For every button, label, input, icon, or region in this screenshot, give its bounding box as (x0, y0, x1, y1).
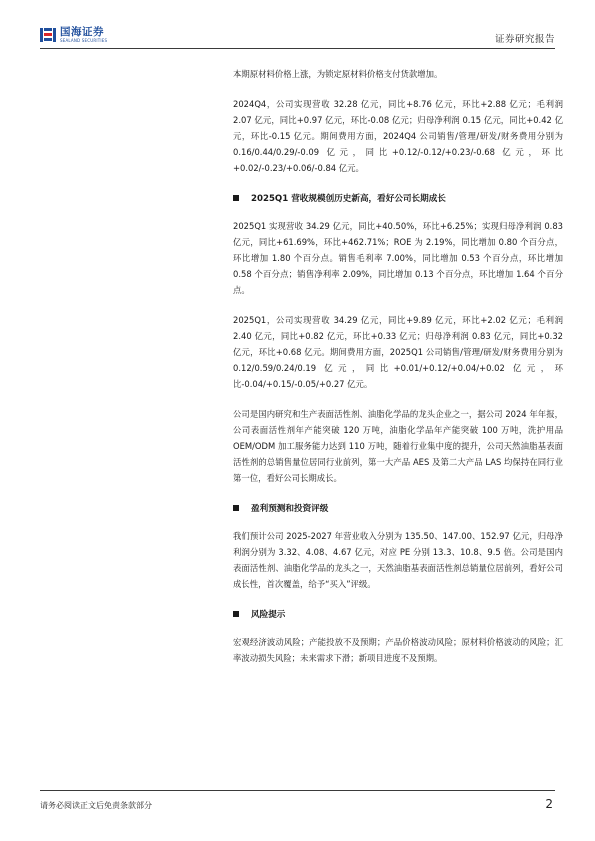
report-type-label: 证券研究报告 (494, 34, 555, 45)
section-heading-forecast (233, 500, 563, 516)
paragraph-risks: 宏观经济波动风险；产能投放不及预期；产品价格波动风险；原材料价格波动的风险；汇率波动损失风险；未来需求下滑；新项目进度不及预期。 (233, 637, 563, 663)
section-title: 2025Q1 营收规模创历史新高，看好公司长期成长 (251, 194, 446, 204)
paragraph-forecast: 我们预计公司 2025-2027 年营业收入分别为 135.50、147.00、152.97 亿元，归母净利润分别为 3.32、4.08、4.67 亿元，对应 PE 分别 13.3、10.8、9.5 倍。公司是国内表面活性剂、油脂化学品的龙头之一，天然油脂基表面活性剂总销量位居前列，看好公司成长性，首次覆盖，给予“买入”评级。 (233, 531, 563, 589)
section-heading-2025q1 (233, 190, 563, 206)
page-number: 2 (545, 797, 553, 811)
section-bullet-icon (233, 195, 239, 201)
paragraph-company-overview: 公司是国内研究和生产表面活性剂、油脂化学品的龙头企业之一，据公司 2024 年年报，公司表面活性剂年产能突破 120 万吨，油脂化学品年产能突破 100 万吨，洗护用品 OEM/ODM 加工服务能力达到 110 万吨，随着行业集中度的提升，公司天然油脂基表面活性剂的总销售量位居同行业前列，第一大产品 AES 及第二大产品 LAS 均保持在同行业第一位，看好公司长期成长。 (233, 409, 563, 483)
section-title: 盈利预测和投资评级 (251, 504, 329, 514)
paragraph-2025q1-results: 2025Q1，公司实现营收 34.29 亿元，同比+9.89 亿元，环比+2.02 亿元；毛利润 2.40 亿元，同比+0.82 亿元，环比+0.33 亿元；归母净利润 0.83 亿元，同比+0.32 亿元，环比+0.68 亿元。期间费用方面，2025Q1 公司销售/管理/研发/财务费用分别为 0.12/0.59/0.24/0.19 亿元，同比+0.01/+0.12/+0.04/+0.02 亿元，环比-0.04/+0.15/-0.05/+0.27 亿元。 (233, 315, 563, 389)
main-content (233, 66, 563, 680)
paragraph-raw-material: 本期原材料价格上涨，为锁定原材料价格支付货款增加。 (233, 69, 443, 79)
section-bullet-icon (233, 611, 239, 617)
footer-disclaimer: 请务必阅读正文后免责条款部分 (40, 801, 152, 810)
footer-divider (40, 790, 555, 791)
logo-chinese-name: 国海证券 (60, 26, 104, 39)
sealand-logo-icon (40, 27, 56, 43)
section-bullet-icon (233, 505, 239, 511)
logo-english-name: SEALAND SECURITIES (60, 37, 108, 43)
header-divider (40, 48, 555, 49)
paragraph-2024q4-results: 2024Q4，公司实现营收 32.28 亿元，同比+8.76 亿元，环比+2.88 亿元；毛利润 2.07 亿元，同比+0.97 亿元，环比-0.08 亿元；归母净利润 0.15 亿元，同比+0.42 亿元，环比-0.15 亿元。期间费用方面，2024Q4 公司销售/管理/研发/财务费用分别为 0.16/0.44/0.29/-0.09 亿元，同比+0.12/-0.12/+0.23/-0.68 亿元，环比+0.02/-0.23/+0.06/-0.84 亿元。 (233, 99, 563, 173)
page-header (0, 0, 595, 52)
section-title: 风险提示 (251, 610, 286, 620)
section-heading-risk (233, 606, 563, 622)
sealand-logo (40, 27, 107, 43)
paragraph-2025q1-ratios: 2025Q1 实现营收 34.29 亿元，同比+40.50%，环比+6.25%；实现归母净利润 0.83 亿元，同比+61.69%，环比+462.71%；ROE 为 2.19%，同比增加 0.80 个百分点，环比增加 1.80 个百分点。销售毛利率 7.00%，同比增加 0.53 个百分点，环比增加 0.58 个百分点；销售净利率 2.09%，同比增加 0.13 个百分点，环比增加 1.64 个百分点。 (233, 221, 563, 295)
